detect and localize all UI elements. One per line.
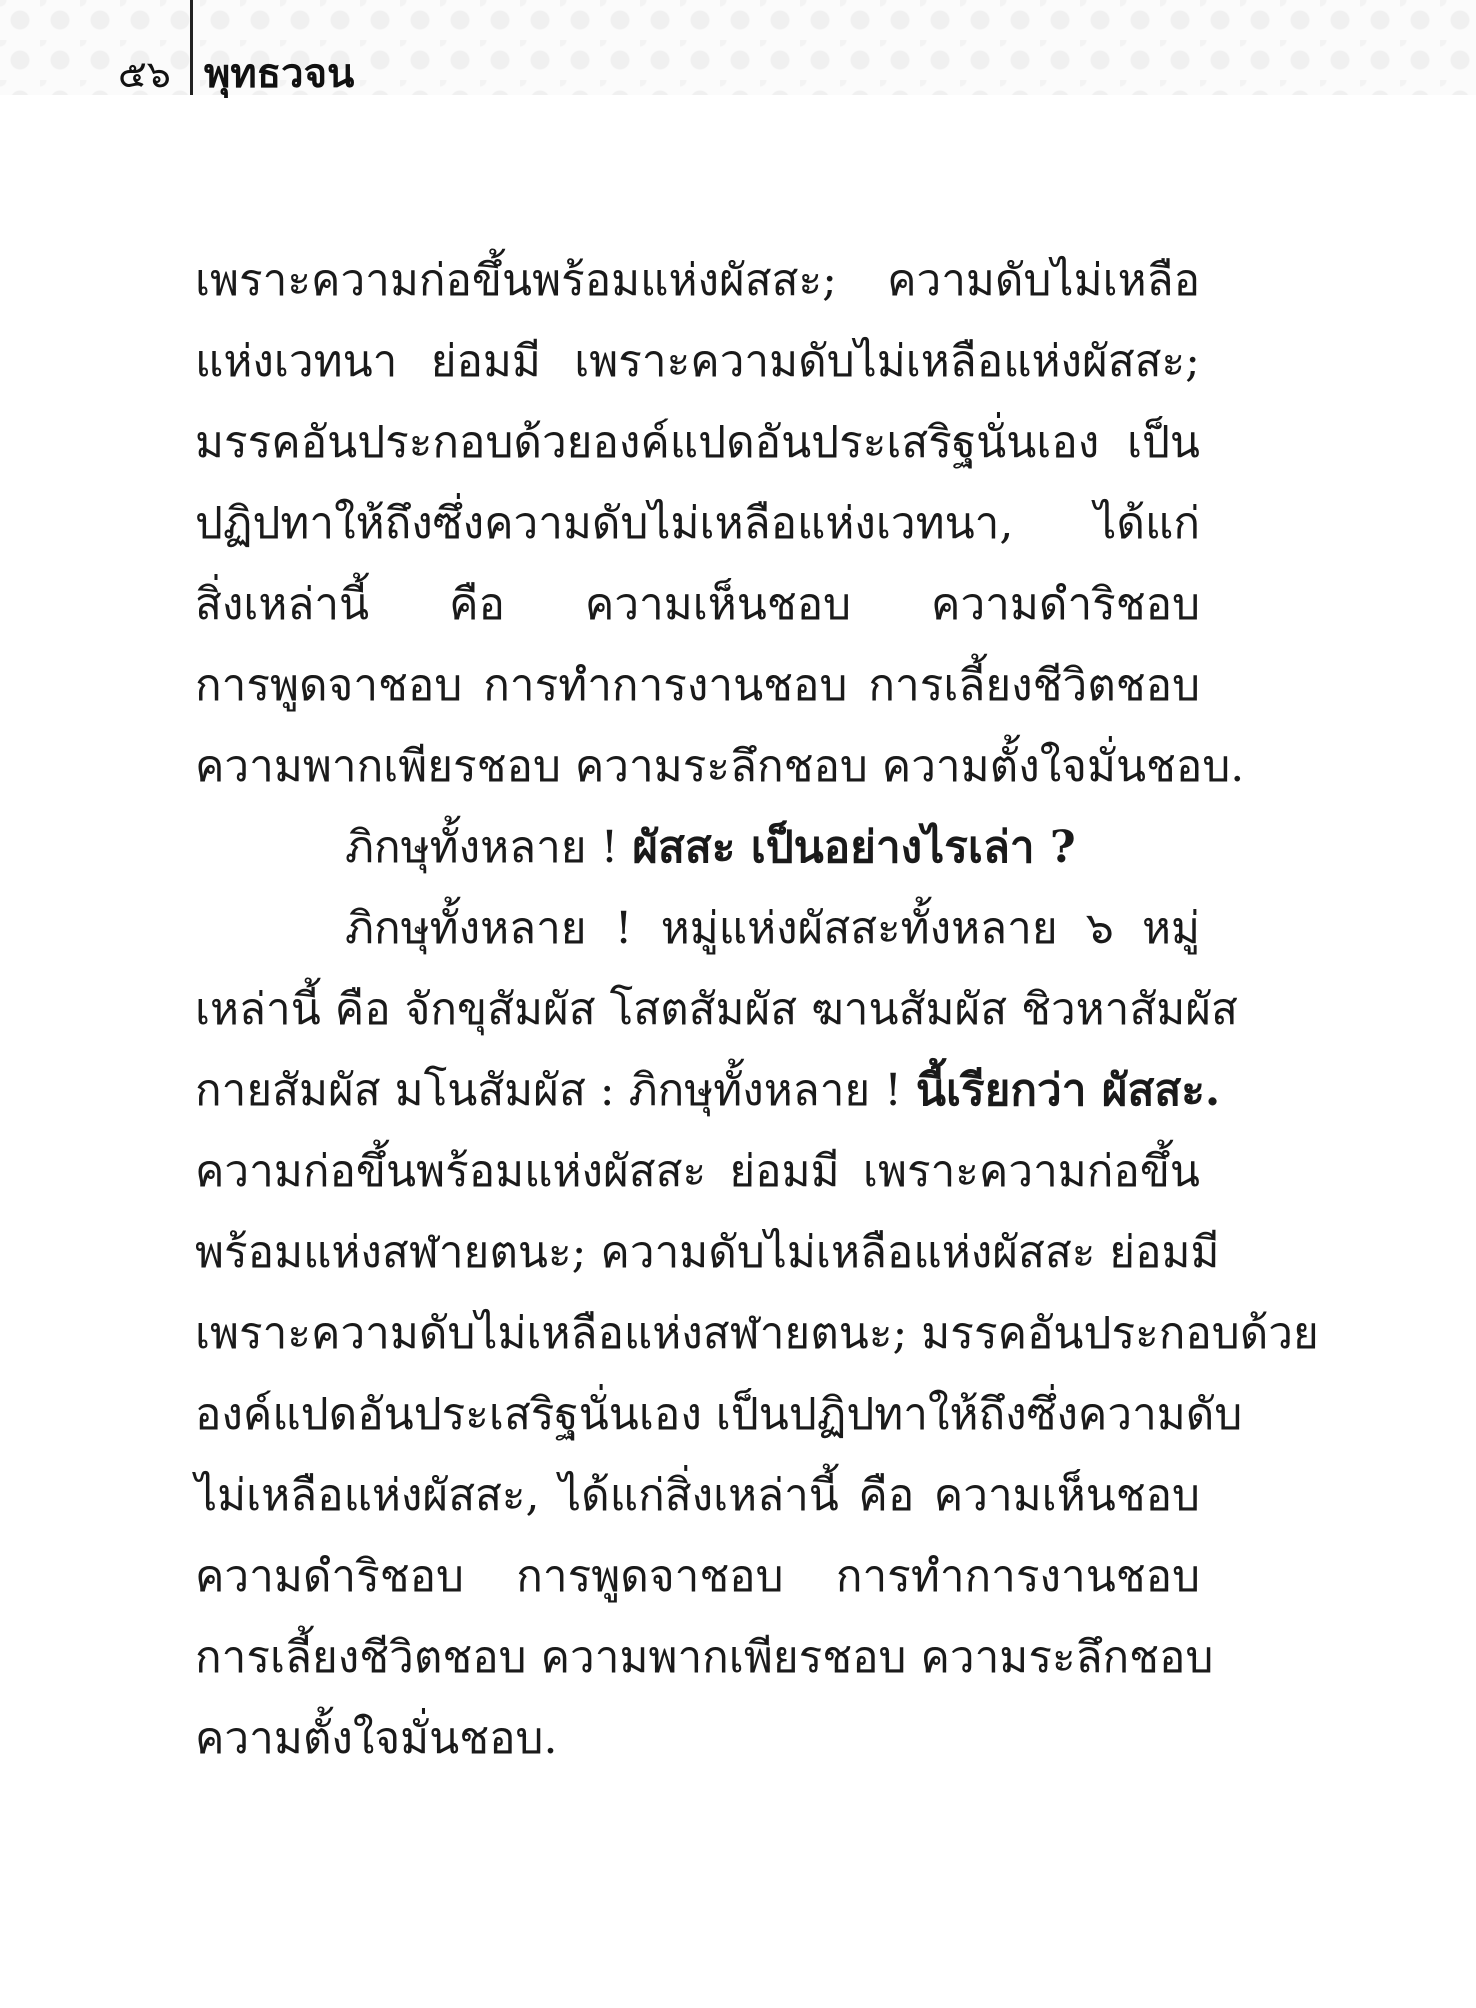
definition-prefix: กายสัมผัส มโนสัมผัส : ภิกษุทั้งหลาย ! <box>195 1065 916 1116</box>
running-title: พุทธวจน <box>204 50 355 97</box>
definition-bold: นี้เรียกว่า ผัสสะ. <box>915 1065 1221 1116</box>
text-line: ความพากเพียรชอบ ความระลึกชอบ ความตั้งใจมั่นชอบ. <box>195 741 1245 792</box>
text-line: ความดำริชอบ การพูดจาชอบ การทำการงานชอบ <box>195 1551 1200 1602</box>
text-line: สิ่งเหล่านี้ คือ ความเห็นชอบ ความดำริชอบ <box>195 579 1200 630</box>
text-line: แห่งเวทนา ย่อมมี เพราะความดับไม่เหลือแห่งผัสสะ; <box>195 336 1200 387</box>
question-heading: ผัสสะ เป็นอย่างไรเล่า ? <box>632 822 1076 873</box>
text-line: เหล่านี้ คือ จักขุสัมผัส โสตสัมผัส ฆานสัมผัส ชิวหาสัมผัส <box>195 984 1238 1035</box>
text-line: เพราะความก่อขึ้นพร้อมแห่งผัสสะ; ความดับไม่เหลือ <box>195 255 1200 306</box>
text-line: การเลี้ยงชีวิตชอบ ความพากเพียรชอบ ความระลึกชอบ <box>195 1632 1214 1683</box>
text-line: ความตั้งใจมั่นชอบ. <box>195 1713 558 1764</box>
page-number: ๕๖ <box>118 52 171 96</box>
definition-line <box>195 1050 1221 1131</box>
question-line <box>195 807 1200 888</box>
main-text <box>195 240 1319 1779</box>
question-prefix: ภิกษุทั้งหลาย ! <box>345 822 633 873</box>
text-line: ปฏิปทาให้ถึงซึ่งความดับไม่เหลือแห่งเวทนา, ได้แก่ <box>195 498 1200 549</box>
text-line: การพูดจาชอบ การทำการงานชอบ การเลี้ยงชีวิตชอบ <box>195 660 1200 711</box>
text-line: มรรคอันประกอบด้วยองค์แปดอันประเสริฐนั่นเอง เป็น <box>195 417 1200 468</box>
text-line: องค์แปดอันประเสริฐนั่นเอง เป็นปฏิปทาให้ถึงซึ่งความดับ <box>195 1389 1243 1440</box>
text-line: พร้อมแห่งสฬายตนะ; ความดับไม่เหลือแห่งผัสสะ ย่อมมี <box>195 1227 1220 1278</box>
header-divider <box>190 0 193 95</box>
text-line: ไม่เหลือแห่งผัสสะ, ได้แก่สิ่งเหล่านี้ คือ ความเห็นชอบ <box>195 1470 1200 1521</box>
text-line: ความก่อขึ้นพร้อมแห่งผัสสะ ย่อมมี เพราะความก่อขึ้น <box>195 1146 1200 1197</box>
text-line: ภิกษุทั้งหลาย ! หมู่แห่งผัสสะทั้งหลาย ๖ หมู่ <box>345 903 1200 954</box>
text-line: เพราะความดับไม่เหลือแห่งสฬายตนะ; มรรคอันประกอบด้วย <box>195 1308 1319 1359</box>
